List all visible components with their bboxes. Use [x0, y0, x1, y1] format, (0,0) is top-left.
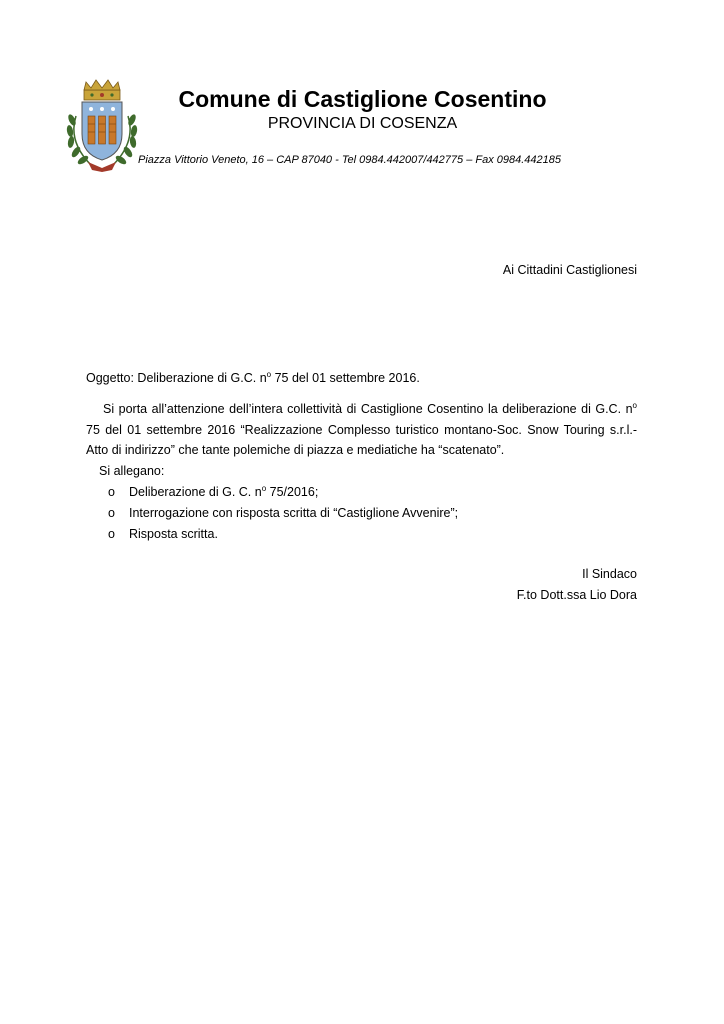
attachment-text: Deliberazione di G. C. n	[129, 485, 262, 499]
coat-of-arms-icon	[62, 76, 142, 174]
list-item	[86, 482, 637, 503]
body-paragraph	[86, 399, 637, 461]
municipality-title: Comune di Castiglione Cosentino	[178, 86, 547, 112]
attachments-list	[86, 482, 637, 545]
address-line: Piazza Vittorio Veneto, 16 – CAP 87040 - Tel 0984.442007/442775 – Fax 0984.442185	[138, 154, 562, 166]
list-item	[86, 503, 637, 524]
subject-text-end: 75 del 01 settembre 2016.	[271, 371, 420, 385]
subject-text: Oggetto: Deliberazione di G.C. n	[86, 371, 267, 385]
list-item	[86, 524, 637, 545]
paragraph-text-end: 75 del 01 settembre 2016 “Realizzazione Complesso turistico montano-Soc. Snow Touring s.r.l.- Atto di indirizzo” che tante polemiche di piazza e mediatiche ha “scatenato”.	[86, 422, 637, 457]
attachments-intro: Si allegano:	[99, 464, 165, 478]
attachment-text: Risposta scritta.	[129, 527, 218, 541]
province-subtitle: PROVINCIA DI COSENZA	[267, 115, 458, 132]
signatory-role: Il Sindaco	[582, 567, 637, 581]
recipient-line: Ai Cittadini Castiglionesi	[502, 263, 637, 277]
paragraph-text: Si porta all’attenzione dell’intera collettività di Castiglione Cosentino la deliberazione di G.C. n	[103, 402, 633, 416]
attachment-superscript: o	[261, 483, 267, 493]
subject-superscript: o	[266, 369, 272, 379]
signature-block	[517, 564, 637, 606]
paragraph-superscript: o	[632, 400, 637, 410]
signatory-name: F.to Dott.ssa Lio Dora	[516, 588, 637, 602]
circle-bullet-icon: o	[108, 506, 115, 520]
circle-bullet-icon: o	[108, 527, 115, 541]
subject-line	[86, 368, 637, 389]
attachment-text-end: 75/2016;	[266, 485, 319, 499]
attachment-text: Interrogazione con risposta scritta di “Castiglione Avvenire”;	[129, 506, 459, 520]
circle-bullet-icon: o	[108, 485, 115, 499]
